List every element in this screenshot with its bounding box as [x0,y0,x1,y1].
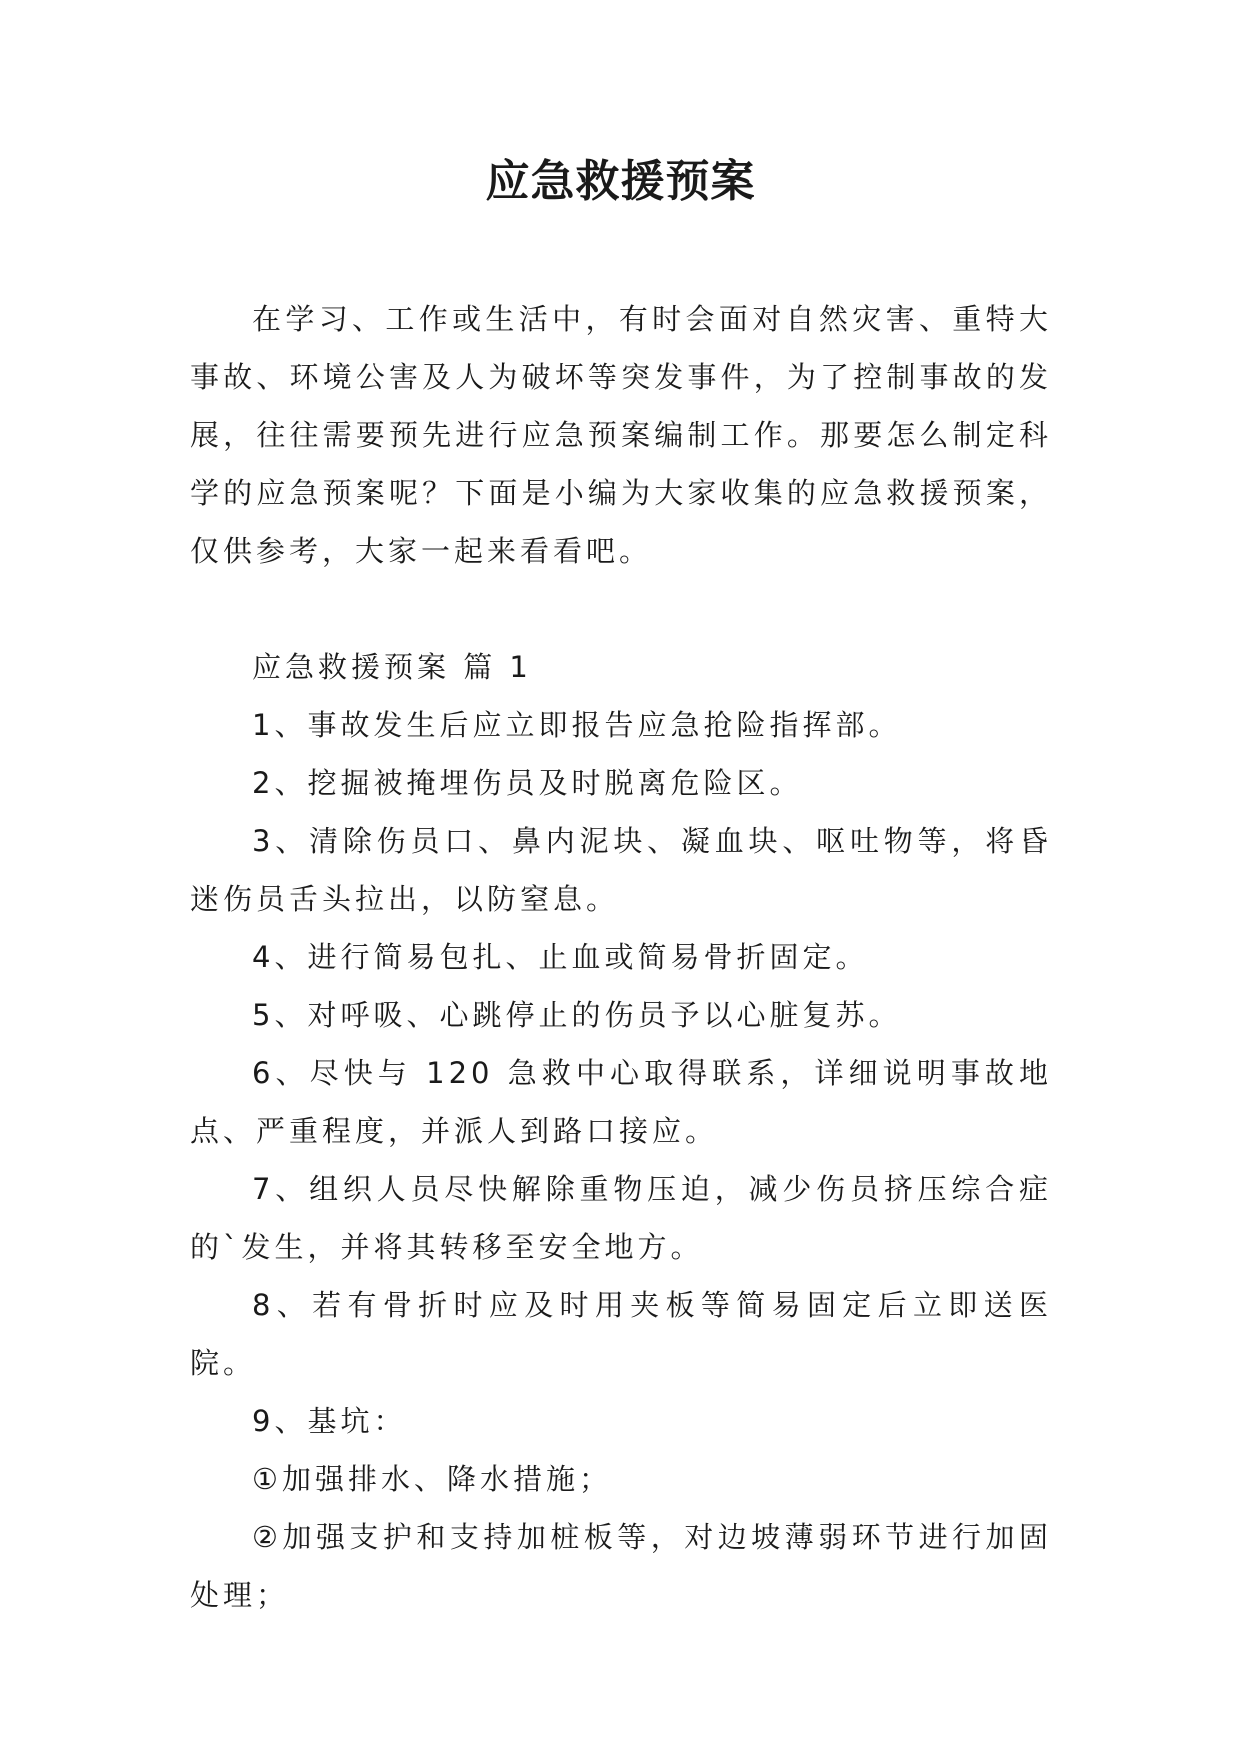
list-item: 8、若有骨折时应及时用夹板等简易固定后立即送医院。 [190,1288,1052,1380]
list-item: 1、事故发生后应立即报告应急抢险指挥部。 [252,708,902,742]
list-item: 4、进行简易包扎、止血或简易骨折固定。 [252,940,869,974]
list-item: 2、挖掘被掩埋伤员及时脱离危险区。 [252,766,803,800]
list-item: 7、组织人员尽快解除重物压迫，减少伤员挤压综合症的`发生，并将其转移至安全地方。 [190,1172,1052,1264]
list-item: 9、基坑： [252,1404,407,1438]
intro-paragraph: 在学习、工作或生活中，有时会面对自然灾害、重特大事故、环境公害及人为破坏等突发事件，为了控制事故的发展，往往需要预先进行应急预案编制工作。那要怎么制定科学的应急预案呢？下面是小编为大家收集的应急救援预案，仅供参考，大家一起来看看吧。 [190,302,1052,568]
list-item: 6、尽快与 120 急救中心取得联系，详细说明事故地点、严重程度，并派人到路口接应。 [190,1056,1052,1148]
document-body [190,290,1052,1624]
list-item: ①加强排水、降水措施； [252,1462,612,1496]
list-item: ②加强支护和支持加桩板等，对边坡薄弱环节进行加固处理； [190,1520,1052,1612]
document-title: 应急救援预案 [485,156,756,207]
list-item: 5、对呼吸、心跳停止的伤员予以心脏复苏。 [252,998,902,1032]
section-heading: 应急救援预案 篇 1 [252,650,532,684]
list-item: 3、清除伤员口、鼻内泥块、凝血块、呕吐物等，将昏迷伤员舌头拉出，以防窒息。 [190,824,1052,916]
